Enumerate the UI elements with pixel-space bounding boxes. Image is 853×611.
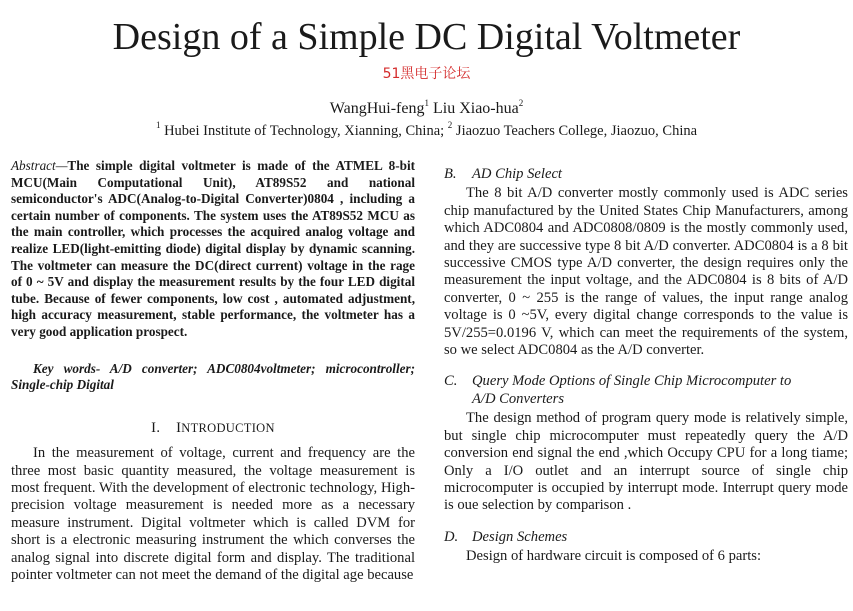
subsection-letter: D.	[444, 528, 459, 545]
watermark-text: 51黑电子论坛	[382, 66, 471, 82]
subsection-heading	[444, 166, 848, 183]
abstract	[11, 158, 415, 341]
subsection-b	[444, 166, 848, 359]
affiliations-line	[0, 121, 853, 141]
subsection-paragraph: The 8 bit A/D converter mostly commonly used is ADC series chip manufactured by the United States Chip Manufacturers, among which ADC0804 and ADC0808/0809 is the mostly commonly used, and they are successive type 8 bit A/D converter. ADC0804 is a 8 bit successive CMOS type A/D converter, the design requires only the measurement the input voltage, and the ADC0804 is 8 bits of A/D converter, 0 ~ 255 is the range of values, the input range analog voltage is 0 ~5V, every digital change corresponds to the value is 5V/255=0.0196 V, which can meet the requirements of the system, so we select ADC0804 as the A/D converter.	[444, 185, 848, 359]
section-numeral: I.	[151, 419, 161, 436]
right-column	[444, 158, 848, 566]
affiliation-2-sup: 2	[447, 120, 453, 130]
paper-title: Design of a Simple DC Digital Voltmeter	[112, 16, 741, 58]
subsection-c	[444, 373, 848, 514]
abstract-label: Abstract—	[11, 158, 68, 173]
affiliation-2: Jiaozuo Teachers College, Jiaozuo, China	[455, 123, 698, 139]
section-first-letter: I	[176, 419, 182, 436]
subsection-letter: B.	[444, 166, 457, 182]
left-column	[11, 158, 415, 584]
subsection-title: Design Schemes	[472, 528, 568, 545]
affiliation-1: Hubei Institute of Technology, Xianning, China;	[164, 123, 445, 139]
author-2-sup: 2	[518, 98, 524, 108]
subsection-title-cont: A/D Converters	[472, 390, 565, 407]
section-heading-introduction	[11, 420, 415, 437]
section-rest: NTRODUCTION	[181, 420, 275, 435]
subsection-paragraph: Design of hardware circuit is composed of 6 parts:	[466, 548, 762, 565]
author-1: WangHui-feng	[329, 100, 425, 117]
subsection-heading	[444, 529, 848, 546]
author-2: Liu Xiao-hua	[432, 100, 519, 117]
subsection-heading	[444, 373, 848, 408]
introduction-paragraph: In the measurement of voltage, current and frequency are the three most basic quantity measured, the voltage measurement is most frequent. With the development of electronic technology, High-precision voltage measurement is needed more as a necessary measure instrument. Digital voltmeter which is called DVM for short is a electronic measuring instrument the which converses the analog signal into discrete digital form and display. The traditional pointer voltmeter can not meet the demand of the digital age because	[11, 445, 415, 583]
affiliation-1-sup: 1	[155, 120, 161, 130]
subsection-letter: C.	[444, 373, 458, 390]
author-1-sup: 1	[424, 98, 429, 108]
subsection-title: AD Chip Select	[472, 166, 562, 182]
subsection-title: Query Mode Options of Single Chip Microcomputer to	[472, 373, 792, 390]
authors-line	[0, 98, 853, 120]
subsection-paragraph: The design method of program query mode is relatively simple, but single chip microcomputer must repeatedly query the A/D conversion end signal the end ,which Occupy CPU for a long tiame; Only a I/O outlet and an interrupt source of single chip microcomputer is occupied by interrupt mode. Interrupt query mode is oue selection by comparison .	[444, 410, 848, 514]
keywords: Key words- A/D converter; ADC0804voltmeter; microcontroller; Single-chip Digital	[11, 360, 415, 393]
subsection-d	[444, 529, 848, 566]
abstract-text: The simple digital voltmeter is made of the ATMEL 8-bit MCU(Main Computational Unit), AT89S52 and national semiconductor's ADC(Analog-to-Digital Converter)0804 , including a certain number of components. The system uses the AT89S52 MCU as the main controller, which processes the acquired analog voltage and realize LED(light-emitting diode) digital display by dynamic scanning. The voltmeter can measure the DC(direct current) voltage in the rage of 0 ~ 5V and display the measurement results by the four LED digital tube. Because of fewer components, low cost , automated adjustment, high accuracy measurement, stable performance, the voltmeter has a very good application prospect.	[11, 158, 415, 339]
